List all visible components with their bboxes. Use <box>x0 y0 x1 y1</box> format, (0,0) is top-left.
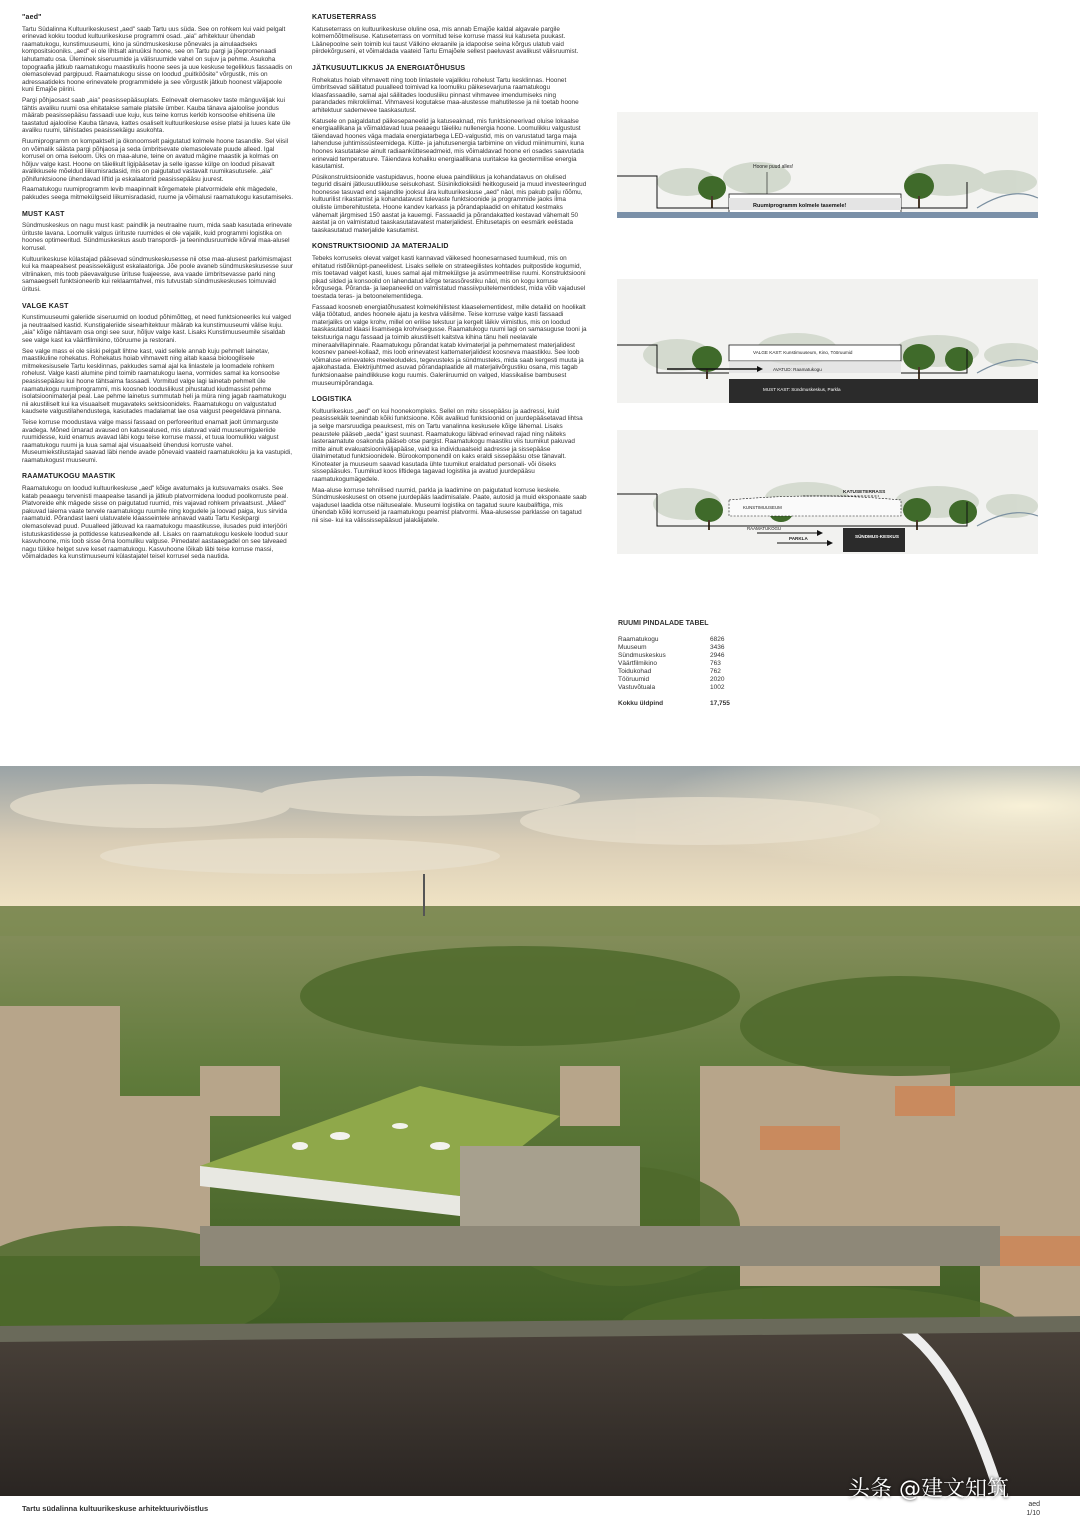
paragraph: Kunstimuuseumi galeriide siseruumid on loodud põhimõtteg, et need funktsioneeriks kui valged ja neutraalsed kastid. Kunstigaleriide sisearhitektuur määrab ka kunstimuuseumi välise kuju. „aia" kõige nähtavam osa ongi see suur, hõljuv valge kast. Lisaks Kunstimuuseumile sisaldab see valge kast ka väärtfilmikino, tööruume ja restorani. <box>22 314 291 344</box>
diagram-label: KUNSTIMUUSEUM <box>743 505 782 510</box>
paragraph: See valge mass ei ole siiski pelgalt lihtne kast, vaid sellele annab kuju pehmelt lainetav, maastikuline rohekatus. Rohekatus hoiab vihmavett ning aitab kaasa bioloogilisele mitmekesisusele Tartu kesklinnas, pakkudes samal ajal ka linlastele ja loomadele rohkem rohelust. Valge kasti alumine pind toimib raamatukogu laena, vormides samal ka konsoolse peasissepääsu kui hoone tähtsaima fassaadi. Vormitud valge lagi lainetab pehmelt üle raamatukogu ruumiprogrammi, mis koosneb loodusliikust pihustatud kiudmassist pehme isolatsioonimaterjal peal. Lae pehme lainetus summutab heli ja müra ning jagab raamatukogu nii akustiliselt kui ka visuaalselt mugavateks sektsioonideks. Raamatukogu on valgustatud kaudsete valgustilahendustega, kasutades madalamat lae osa valgust peegeldava pinnana. <box>22 347 287 416</box>
project-title: "aed" <box>22 14 42 21</box>
table-total-row <box>618 700 738 708</box>
row-value: 2020 <box>710 676 725 683</box>
row-label: Raamatukogu <box>618 636 659 643</box>
footer-name: aed <box>1028 1501 1040 1508</box>
paragraph: Pargi põhjaosast saab „aia" peasissepääsuplats. Eelnevalt olemasolev taste mänguväljak kui tähtis avaliku ruumi osa ehitatakse samale platsile ümber. Kauba tänava ajaloolise joondus määrab peasissepääsu fassaadi uue kuju, kus teine korrus kerkib konsoolse ehitisena üle taastatud ajaloolise Kauba tänava, kattes osaliselt kultuurikeskuse esise platsi ja luues kate üle avaliku ruumi, tähistades peasissekäigu asukohta. <box>22 96 291 135</box>
paragraph: Kultuurikeskus „aed" on kui hoonekompleks. Sellel on mitu sissepääsu ja aadressi, kuid peasissekäik teenindab kõiki funktsioone. Kõik avalikud funktsioonid on juurdepääsetavad lihtsa ja selge marsruudiga peauksest, mis on Tartu vanalinna keskusele kõige lähemal. Lisaks peaustele pääseb „aeda" igast suunast. Raamatukogu läbivad erinevad rajad ning näiteks lasteraamatute osakonda pääseb otse pargist. Raamatukogu maastiku viis tuumikut pakuvad mitte ainult evakuatsiooniväljapääse, vaid ka individuaalseid aadresse ja sissepääse ülalnimetatud funktsioonidele. Bürookomponendil on kaks eraldi sissepääsu otse tänavalt. Kinoteater ja muuseum saavad kasutada ühte tuumikut eraldatud personali- või öiseks sissepääsuks. Tuumikud koos liftidega tagavad logistika ja avatud juurdepääsu raamatukogumägedele. <box>312 407 583 484</box>
diagram-label: PARKLA <box>789 536 808 541</box>
diagram-label: KATUSETERRASS <box>843 490 886 495</box>
paragraph: Raamatukogu on loodud kultuurikeskuse „aed" kõige avatumaks ja kutsuvamaks osaks. See katab peaaegu tervenisti maapealse tasandi ja jätkub platvormidena loodud poolkorruste peal. Platvoreide ehk mägede sisse on paigutatud ruumid, mis vajavad rohkem privaatsust. „Mäed" pakuvad laiema vaate tervele raamatukogu ruumile ning kogudele ja loovad paiga, kus sirvida raamatuid. Põrandast laeni ulatuvatele klaasseintele annavad vaatu Tartu Keskpargi olemasolevad puud. Puualleed jätkuvad ka raamatukogu maastikusse, ilusades puid interjööri istutuskastidesse ja pottidesse katusealkende all. Lisaks on raamatukogu keskele loodud suur kasvuhoone, mis toob sisse õrna loomuliku valguse. Pimedatel aastaaegadel on see talveaed nagu tükike helget suve keset raamatukogu. Kasvuhoone lõikab läbi teise korruse massi, võimaldades ka kunstimuuseumi külastajatel teisel korrusel seda nautida. <box>22 485 289 561</box>
diagram-label: MUST KAST: Sündmuskeskus, Parkla <box>763 387 841 392</box>
row-value: 6826 <box>710 636 725 643</box>
diagram-label: Ruumiprogramm kolmele tasemele! <box>753 203 847 209</box>
row-label: Toidukohad <box>618 668 652 675</box>
paragraph: Tartu Südalinna Kultuurikeskusest „aed" saab Tartu uus süda. See on rohkem kui vaid pelgalt erinevad kokku toodud kultuurikeskuse programmi osad. „aia" arhitektuur ühendab raamatukogu, kunstimuuseumi, kino ja sündmuskeskuse põnevaks ja ainulaadseks kompositsiooniks. „aed" ei ole lihtsalt ainuüksi hoone, see on Tartu pargi ja jõepromenaadi lahutamatu osa. Üleminek siseruumide ja välisruumide vahel on sujuv ja pehme. Asukoha topograafia jätkub raamatukogu maastikulis hoone sees ja uue keskuse tegelikkus fassaadis on olemasolevad pargipuud. Raamatukogu sisse on loodud „puitköösite" võrgustik, mis on adressaatideks hoone erinevatele programmidele ja see võrgustik jätkub hoonest väljapoole kuni Emajõe piirini. <box>22 25 293 94</box>
diagram-label: AVATUD: Raamatukogu <box>773 367 822 372</box>
paragraph: Sündmuskeskus on nagu must kast: paindlik ja neutraalne ruum, mida saab kasutada erinevate ürituste lavana. Loomulik valgus ürituste ruumides ei ole vajalik, kuid programmi logistika on hoones optimeeritud. Sündmuskeskus asub transpordi- ja teenindusruumide kõrval maa-alusel korrusel. <box>22 222 292 253</box>
paragraph: Raamatukogu ruumiprogramm levib maapinnalt kõrgematele platvormidele ehk mägedele, pakkudes seega mitmekülgseid liikumisradasid, ruume ja võimalusi raamatukogu kasutamiseks. <box>22 186 294 202</box>
row-label: Väärtfilmikino <box>618 660 658 667</box>
table-title: RUUMI PINDALADE TABEL <box>618 620 709 627</box>
paragraph: Püsikonstruktsioonide vastupidavus, hoone eluea paindlikkus ja kohandatavus on olulised tegurid disaini jätkusuutlikkuse seisukohast. Süsinikdioksiidi heitkoguseid ja muud investeeringud hoonesse tasuvad end sajandite jooksul ära kultuurikeskuse „aed" näol, mis pakub palju rõõmu, kultuurilist rikastamist ja kohandatavust tulevaste funktsioonide ja programmide jaoks ilma oluliste ümberehitusteta. Hoone kandev karkass ja põrandaplaadid on ehitatud kestmaks vähemalt järgmised 150 aastat ja kauemgi. Fassaadid ja põrandakatted kestavad vähemalt 50 aastat ja on valmistatud taaskasutatavatest materjalidest. Ehitusetapis on eesmärk eelistada taaskasutatud materjalide kasutamist. <box>312 173 587 234</box>
section-heading: JÄTKUSUUTLIKKUS JA ENERGIATÕHUSUS <box>312 64 466 72</box>
row-value: 763 <box>710 660 721 667</box>
diagram-label: VALGE KAST: Kunstimuuseum, Kino, Tööruumid <box>753 350 853 355</box>
table-row <box>618 636 738 644</box>
table-row <box>618 644 738 652</box>
diagram-label: Hoone puud alles! <box>753 164 794 170</box>
footer-page: 1/10 <box>1026 1510 1040 1517</box>
aerial-render <box>0 766 1080 1496</box>
section-diagram-1 <box>617 112 1038 218</box>
row-value: 2946 <box>710 652 725 659</box>
table-row <box>618 684 738 692</box>
table-row <box>618 668 738 676</box>
row-label: Sündmuskeskus <box>618 652 666 659</box>
table-row <box>618 652 738 660</box>
section-diagram-3 <box>617 430 1038 554</box>
text-column-middle <box>312 14 587 528</box>
paragraph: Teise korruse moodustava valge massi fassaad on perforeeritud enamalt jaolt ümmarguste avadega. Mõned ümarad avaused on katusealused, mis ulatuvad vaid muuseumigaleriide ruumidesse, kuid enamus avavad läbi kogu teise korruse massi, et tuua loomulikku valgust raamatukogu ruumi ja luua samal ajal visuaalseid ühendusi korruste vahel. Museumiekstilustajad saavad läbi nende avade põnevaid vaateid raamatukokku ja ka vastupidi, raamatukogust muuseumi. <box>22 418 292 464</box>
row-value: 762 <box>710 668 721 675</box>
row-label: Tööruumid <box>618 676 650 683</box>
paragraph: Rohekatus hoiab vihmavett ning toob linlastele vajalikku rohelust Tartu kesklinnas. Hoonet ümbritsevad säilitatud puualleed toimivad ka loomuliku päikesevarjuna raamatukogu klaasfassaadile, samal ajal säilitades loodusliiku pinnast vihmavee imendumiseks ning parandades mikrokliimat. Vihmavesi kogutakse maa-alustesse mahutitesse ja nii toetab hoone arhitektuur sademevee taaskasutust. <box>312 76 579 114</box>
paragraph: Maa-aluse korruse tehnilised ruumid, parkla ja laadimine on paigutatud korruse keskele. Sündmuskeskusest on otsene juurdepääs laadimisalale. Paate, autosid ja muid eksponaate saab vajadusel laadida otse näitusealale. Museumi logistika on tagatud suure kaubaliftiga, mis ühendab kõiki korruseid ja raamatukogu peamist platvormi. Maa-alusesse parklasse on tagatud nii sise- kui ka välississepääsud jalakäijatele. <box>312 486 587 525</box>
row-label: Muuseum <box>618 644 647 651</box>
row-label: Vastuvõtuala <box>618 684 656 691</box>
total-label: Kokku üldpind <box>618 700 664 707</box>
section-heading: LOGISTIKA <box>312 396 352 404</box>
paragraph: Katusele on paigaldatud päikesepaneelid ja katuseaknad, mis funktsioneerivad oluise lokaalse energiaallikana ja võimaldavad luua peaaegu täieliku nullenergia hoone. Loomulikku valgustust täiendavad hoones väga madala energiatarbega LED-valgustid, mis on varustatud targa maja lahenduse juhtimissüsteemidega. Kütte- ja jahutusenergia tarbimine on viidud miinimumini, kuna hoones kasutatakse ainult radiaankütteseadmeid, mis võimaldavad hoone eri osades saavutada erinevaid temperatuure. Täiendava kohaliku energiaallikana uuritakse ka geotermilise energia kasutamist. <box>312 117 585 171</box>
paragraph: Tebeks korruseks olevat valget kasti kannavad väikesed hoonesarnased tuumikud, mis on ehitatud ristlõiknüpt-paneelidest. Lisaks sellele on strateegilistes kohtades puitpostide kogumid, mis toetavad valget kasti, luues samal ajal mitmekülgse ja asümmeetrilise ruumi. Konstruktsiooni pikad silded ja konsoolid on lahendatud kõrge terassõrestiku näol, mis on kogu korruse kõrgusega. Põranda- ja laepaneelid on valmistatud massiivpuitelementidest, mida võib vajadusel toestada teras- ja betoonelementidega. <box>312 255 586 300</box>
paragraph: Fassaad koosneb energiatõhusatest kolmekihilistest klaaselementidest, mille detailid on hoolikalt välja töötatud, andes hoonele ajatu ja kestva välisilme. Teise korruse valge kasti fassaadi materjaliks on valge krohv, millel on erilise tekstuur ja kergelt läikiv viimistlus, mis on loodud taaskasutatud klaasi lisamisega krohvisegusse. Raamatukogu ruumi lagi on samasuguse tooni ja tekstuuriga nagu fassaad ja toimib akustiliselt kaitstva kihina tänu heli neelavale mineraalvillapinnale. Raamatukogu põrandat katab kivimaterjal ja pehmematest materjalidest koosnev paneel-kollaaž, mis loob erinevatest kattematerjalidest koosneva maastikku. See loob võimaluse erinevateks meeleoludeks, tegevusteks ja sündmusteks, mida saab kergesti muuta ja ajakohastada. Elektrijuhtmed asuvad põrandaplaatide all materjalivõrgustiku osana, mis tagab funktsionaalse paindlikkuse kogu ruumis. Galeriiruumid on valged, klassikalise bambusest muuseumipõrandaga. <box>312 303 587 387</box>
table-rows <box>618 636 738 692</box>
paragraph: Kultuurikeskuse külastajad pääsevad sündmuskeskusesse nii otse maa-alusest parkimismajast kui ka maapealsest peasissekäigust eskalaatoriga. Jõe poole avaneb sündmuskeskusesse suur vitriinaken, mis toob päevavalguse ürituse fuajeesse, ava vaade ümbritsevasse parki ning samaaegselt funktsioneerib kui reklaamtahvel, mis tutvustab sündmuskeskuses toimuvaid üritusi. <box>22 255 294 293</box>
diagram-label: SÜNDMUS-KESKUS <box>855 534 899 539</box>
paragraph: Katuseterrass on kultuurikeskuse oluline osa, mis annab Emajõe kaldal algavale pargile kolmemõõtmelisuse. Katuseterrass on vormitud teise korruse massi kui katuseta puukast. Läänepoolne sein toimib kui taust Välkino ekraanile ja idapoolse seina kõrgus ulatub vaid piirdekõrguseni, et võimaldada vaateid Tartu Emajõele sellest paeluvast avalikust välisruumist. <box>312 25 579 56</box>
section-heading: KATUSETERRASS <box>312 14 377 21</box>
diagram-label: RAAMATUKOGU <box>747 526 782 531</box>
watermark: 头条 @建文知筑 <box>848 1477 1009 1502</box>
table-row <box>618 660 738 668</box>
row-value: 1002 <box>710 684 725 691</box>
section-heading: VALGE KAST <box>22 302 69 310</box>
section-diagram-2 <box>617 279 1038 403</box>
total-value: 17,755 <box>710 700 730 707</box>
footer-title: Tartu südalinna kultuurikeskuse arhitektuurivõistlus <box>22 1504 209 1513</box>
section-heading: RAAMATUKOGU MAASTIK <box>22 473 116 481</box>
table-row <box>618 676 738 684</box>
footer-page-info <box>1026 1500 1040 1518</box>
area-table <box>618 620 738 708</box>
text-column-left <box>22 14 294 564</box>
row-value: 3436 <box>710 644 725 651</box>
section-heading: MUST KAST <box>22 210 65 218</box>
paragraph: Ruumiprogramm on kompaktselt ja ökonoomselt paigutatud kolmele hoone tasandile. Sel viisil on võimalik säästa pargi põhjaosa ja seda ümbritsevate olemasolevate puude alleed. Igal korrusel on oma iseloom. Üks on maa-alune, teine on avatud mägine maastik ja kolmas on hõljuv valge kast. Hoone on täielikult ligipääsetav ja selle igasse külge on loodud piisavalt avalikkusele mõeldud liikumisradasid, mis on paigutatud vastavalt ruumikasutusele. „aia" põhifunktsioone ühendavad liftid ja eskalaatorid peasissepääsu juurest. <box>22 137 289 183</box>
section-heading: KONSTRUKTSIOONID JA MATERJALID <box>312 243 449 251</box>
